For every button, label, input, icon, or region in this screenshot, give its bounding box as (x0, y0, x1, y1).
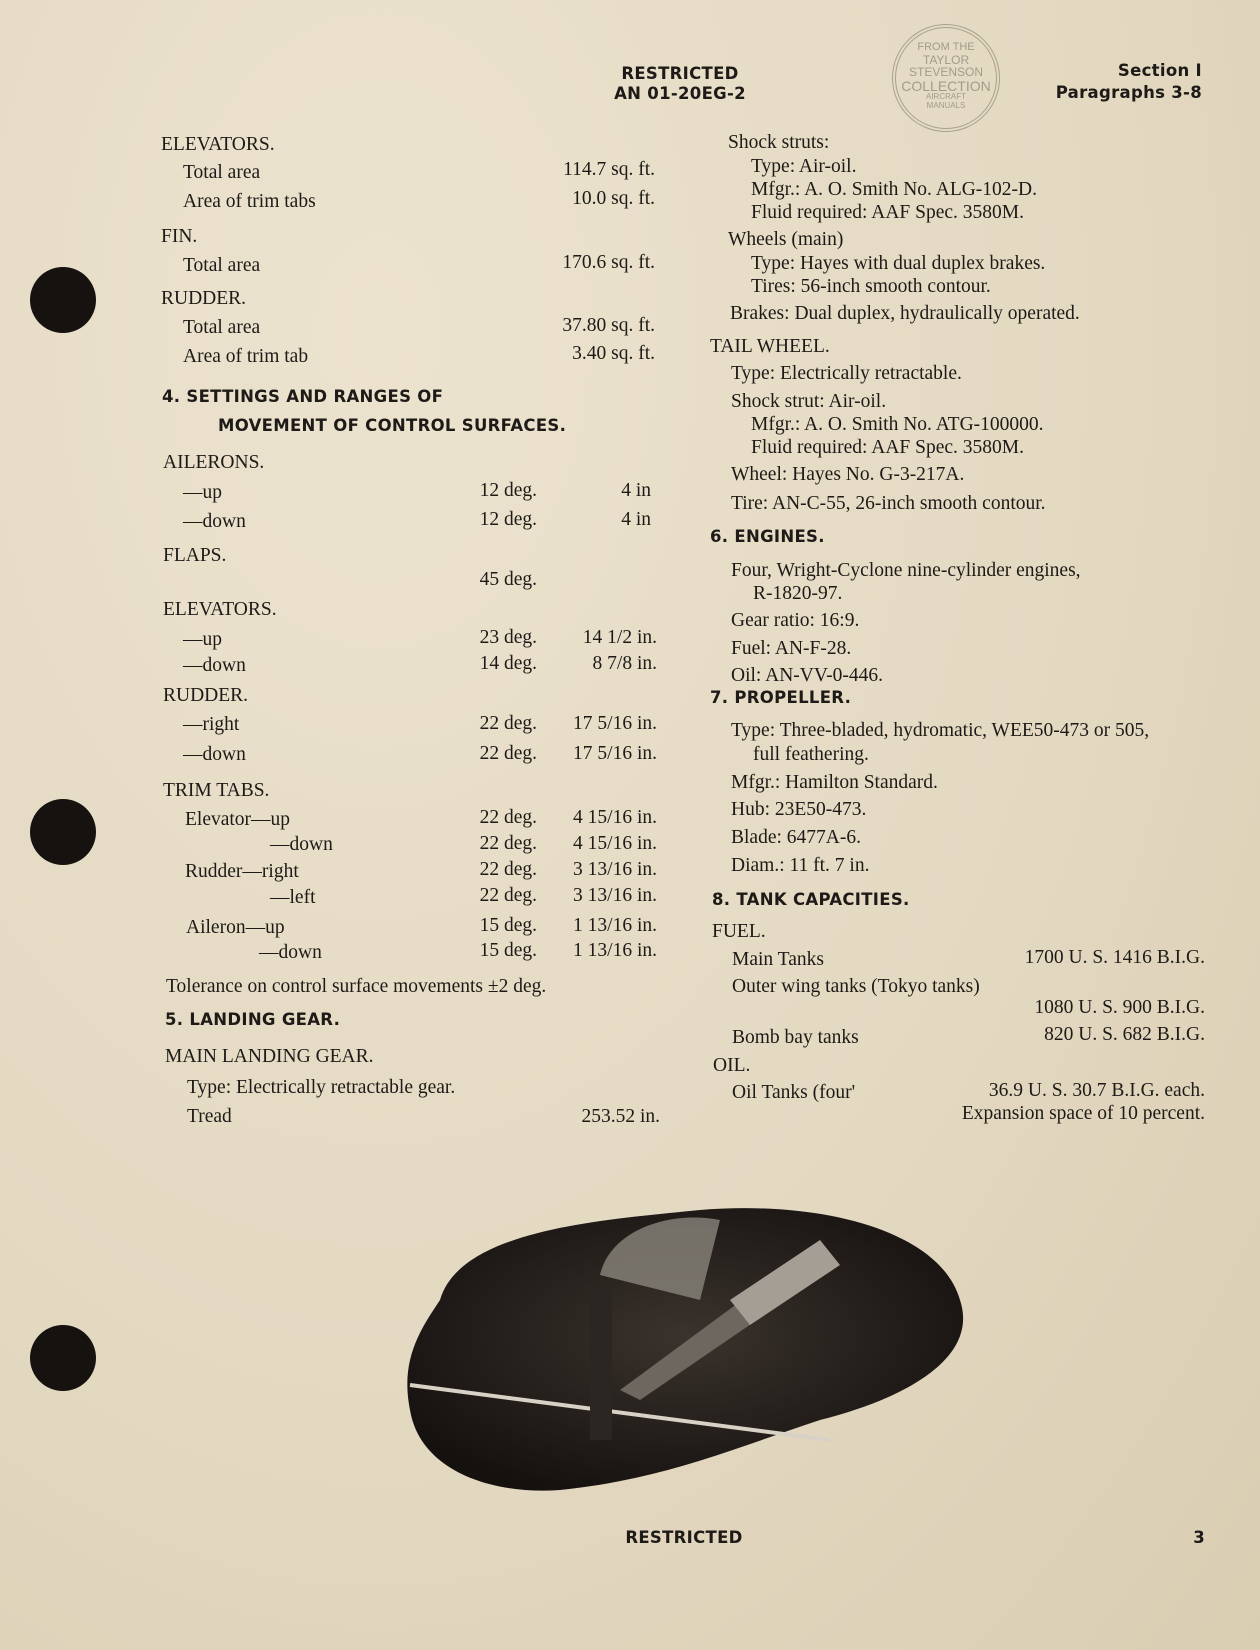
label: —down (183, 655, 246, 676)
value: 14 deg. (479, 653, 537, 674)
label: Mfgr.: Hamilton Standard. (731, 772, 938, 793)
value: 22 deg. (479, 713, 537, 734)
label: Wheels (main) (728, 229, 844, 250)
heading: MAIN LANDING GEAR. (165, 1046, 374, 1067)
label: Diam.: 11 ft. 7 in. (731, 855, 870, 876)
value: 37.80 sq. ft. (562, 315, 655, 336)
label: Brakes: Dual duplex, hydraulically operated. (730, 303, 1080, 324)
label: Rudder—right (185, 861, 299, 882)
value: 1080 U. S. 900 B.I.G. (1034, 997, 1205, 1018)
heading: TRIM TABS. (163, 780, 270, 801)
label: Fluid required: AAF Spec. 3580M. (751, 437, 1024, 458)
label: Tread (187, 1106, 232, 1127)
value: 12 deg. (479, 509, 537, 530)
protractor-tool-photo (400, 1190, 980, 1500)
value: 23 deg. (479, 627, 537, 648)
label: Fluid required: AAF Spec. 3580M. (751, 202, 1024, 223)
value: 17 5/16 in. (573, 743, 657, 764)
label: Type: Electrically retractable gear. (187, 1077, 456, 1098)
heading: AILERONS. (163, 452, 265, 473)
label: Four, Wright-Cyclone nine-cylinder engines, (731, 560, 1081, 581)
value: 4 15/16 in. (573, 833, 657, 854)
section-heading: 6. ENGINES. (710, 527, 825, 546)
label: —right (183, 714, 240, 735)
label: Type: Electrically retractable. (731, 363, 962, 384)
value: 22 deg. (479, 885, 537, 906)
heading: OIL. (713, 1055, 751, 1076)
label: Gear ratio: 16:9. (731, 610, 860, 631)
value: 22 deg. (479, 833, 537, 854)
value: 45 deg. (479, 569, 537, 590)
value: 17 5/16 in. (573, 713, 657, 734)
header-paragraphs: Paragraphs 3-8 (1055, 83, 1202, 102)
value: 253.52 in. (581, 1106, 660, 1127)
label: —left (270, 887, 316, 908)
heading: TAIL WHEEL. (710, 336, 830, 357)
binder-hole (30, 799, 96, 865)
heading: FLAPS. (163, 545, 227, 566)
value: 820 U. S. 682 B.I.G. (1044, 1024, 1205, 1045)
label: —down (183, 511, 246, 532)
value: 15 deg. (479, 915, 537, 936)
label: Total area (183, 255, 261, 276)
label: Total area (183, 317, 261, 338)
label: Type: Air-oil. (751, 156, 857, 177)
value: 3 13/16 in. (573, 859, 657, 880)
label: —down (259, 942, 322, 963)
header-classification: RESTRICTED (621, 64, 739, 83)
value: 170.6 sq. ft. (562, 252, 655, 273)
section-heading: 4. SETTINGS AND RANGES OF (162, 387, 444, 406)
label: Tires: 56-inch smooth contour. (751, 276, 991, 297)
label: Tire: AN-C-55, 26-inch smooth contour. (731, 493, 1046, 514)
value: 1700 U. S. 1416 B.I.G. (1024, 947, 1205, 968)
label: Mfgr.: A. O. Smith No. ATG-100000. (751, 414, 1044, 435)
label: Main Tanks (732, 949, 824, 970)
heading: RUDDER. (163, 685, 249, 706)
label: Bomb bay tanks (732, 1027, 859, 1048)
label: Mfgr.: A. O. Smith No. ALG-102-D. (751, 179, 1038, 200)
value: 8 7/8 in. (592, 653, 657, 674)
label: Area of trim tab (183, 346, 309, 367)
label: Type: Three-bladed, hydromatic, WEE50-473 or 505, (731, 720, 1150, 741)
label: Shock strut: Air-oil. (731, 391, 887, 412)
label: Outer wing tanks (Tokyo tanks) (732, 976, 980, 997)
section-heading: 8. TANK CAPACITIES. (712, 890, 910, 909)
label: Oil Tanks (four' (732, 1082, 856, 1103)
binder-hole (30, 267, 96, 333)
label: —up (183, 629, 222, 650)
heading: FUEL. (712, 921, 766, 942)
label: Aileron—up (186, 917, 285, 938)
tolerance-note: Tolerance on control surface movements ±2 deg. (166, 976, 547, 997)
heading: ELEVATORS. (163, 599, 277, 620)
label: Fuel: AN-F-28. (731, 638, 852, 659)
label: Oil: AN-VV-0-446. (731, 665, 884, 686)
value: 22 deg. (479, 859, 537, 880)
value: 4 in (621, 509, 651, 530)
label: Shock struts: (728, 132, 830, 153)
value: 14 1/2 in. (582, 627, 657, 648)
label: Blade: 6477A-6. (731, 827, 861, 848)
value: 22 deg. (479, 807, 537, 828)
value: Expansion space of 10 percent. (961, 1103, 1205, 1124)
page-number: 3 (1193, 1528, 1205, 1547)
heading: FIN. (161, 226, 198, 247)
label: —down (270, 834, 333, 855)
label: Hub: 23E50-473. (731, 799, 867, 820)
value: 114.7 sq. ft. (563, 159, 655, 180)
label: Type: Hayes with dual duplex brakes. (751, 253, 1046, 274)
value: 4 in (621, 480, 651, 501)
section-heading: MOVEMENT OF CONTROL SURFACES. (218, 416, 567, 435)
value: 12 deg. (479, 480, 537, 501)
label: Area of trim tabs (183, 191, 316, 212)
label: Wheel: Hayes No. G-3-217A. (731, 464, 965, 485)
header-section: Section I (1117, 61, 1202, 80)
heading: ELEVATORS. (161, 134, 275, 155)
value: 3.40 sq. ft. (572, 343, 655, 364)
footer-classification: RESTRICTED (625, 1528, 743, 1547)
label: full feathering. (753, 744, 869, 765)
label: R-1820-97. (753, 583, 843, 604)
label: Total area (183, 162, 261, 183)
label: Elevator—up (185, 809, 291, 830)
label: —up (183, 482, 222, 503)
section-heading: 5. LANDING GEAR. (165, 1010, 341, 1029)
collection-stamp: FROM THE TAYLOR STEVENSON COLLECTION AIRCRAFT MANUALS (892, 24, 1000, 132)
section-heading: 7. PROPELLER. (710, 688, 852, 707)
value: 4 15/16 in. (573, 807, 657, 828)
value: 36.9 U. S. 30.7 B.I.G. each. (988, 1080, 1205, 1101)
value: 22 deg. (479, 743, 537, 764)
header-doc-number: AN 01-20EG-2 (614, 84, 746, 103)
label: —down (183, 744, 246, 765)
value: 1 13/16 in. (573, 915, 657, 936)
value: 1 13/16 in. (573, 940, 657, 961)
value: 3 13/16 in. (573, 885, 657, 906)
binder-hole (30, 1325, 96, 1391)
value: 15 deg. (479, 940, 537, 961)
heading: RUDDER. (161, 288, 247, 309)
value: 10.0 sq. ft. (572, 188, 655, 209)
